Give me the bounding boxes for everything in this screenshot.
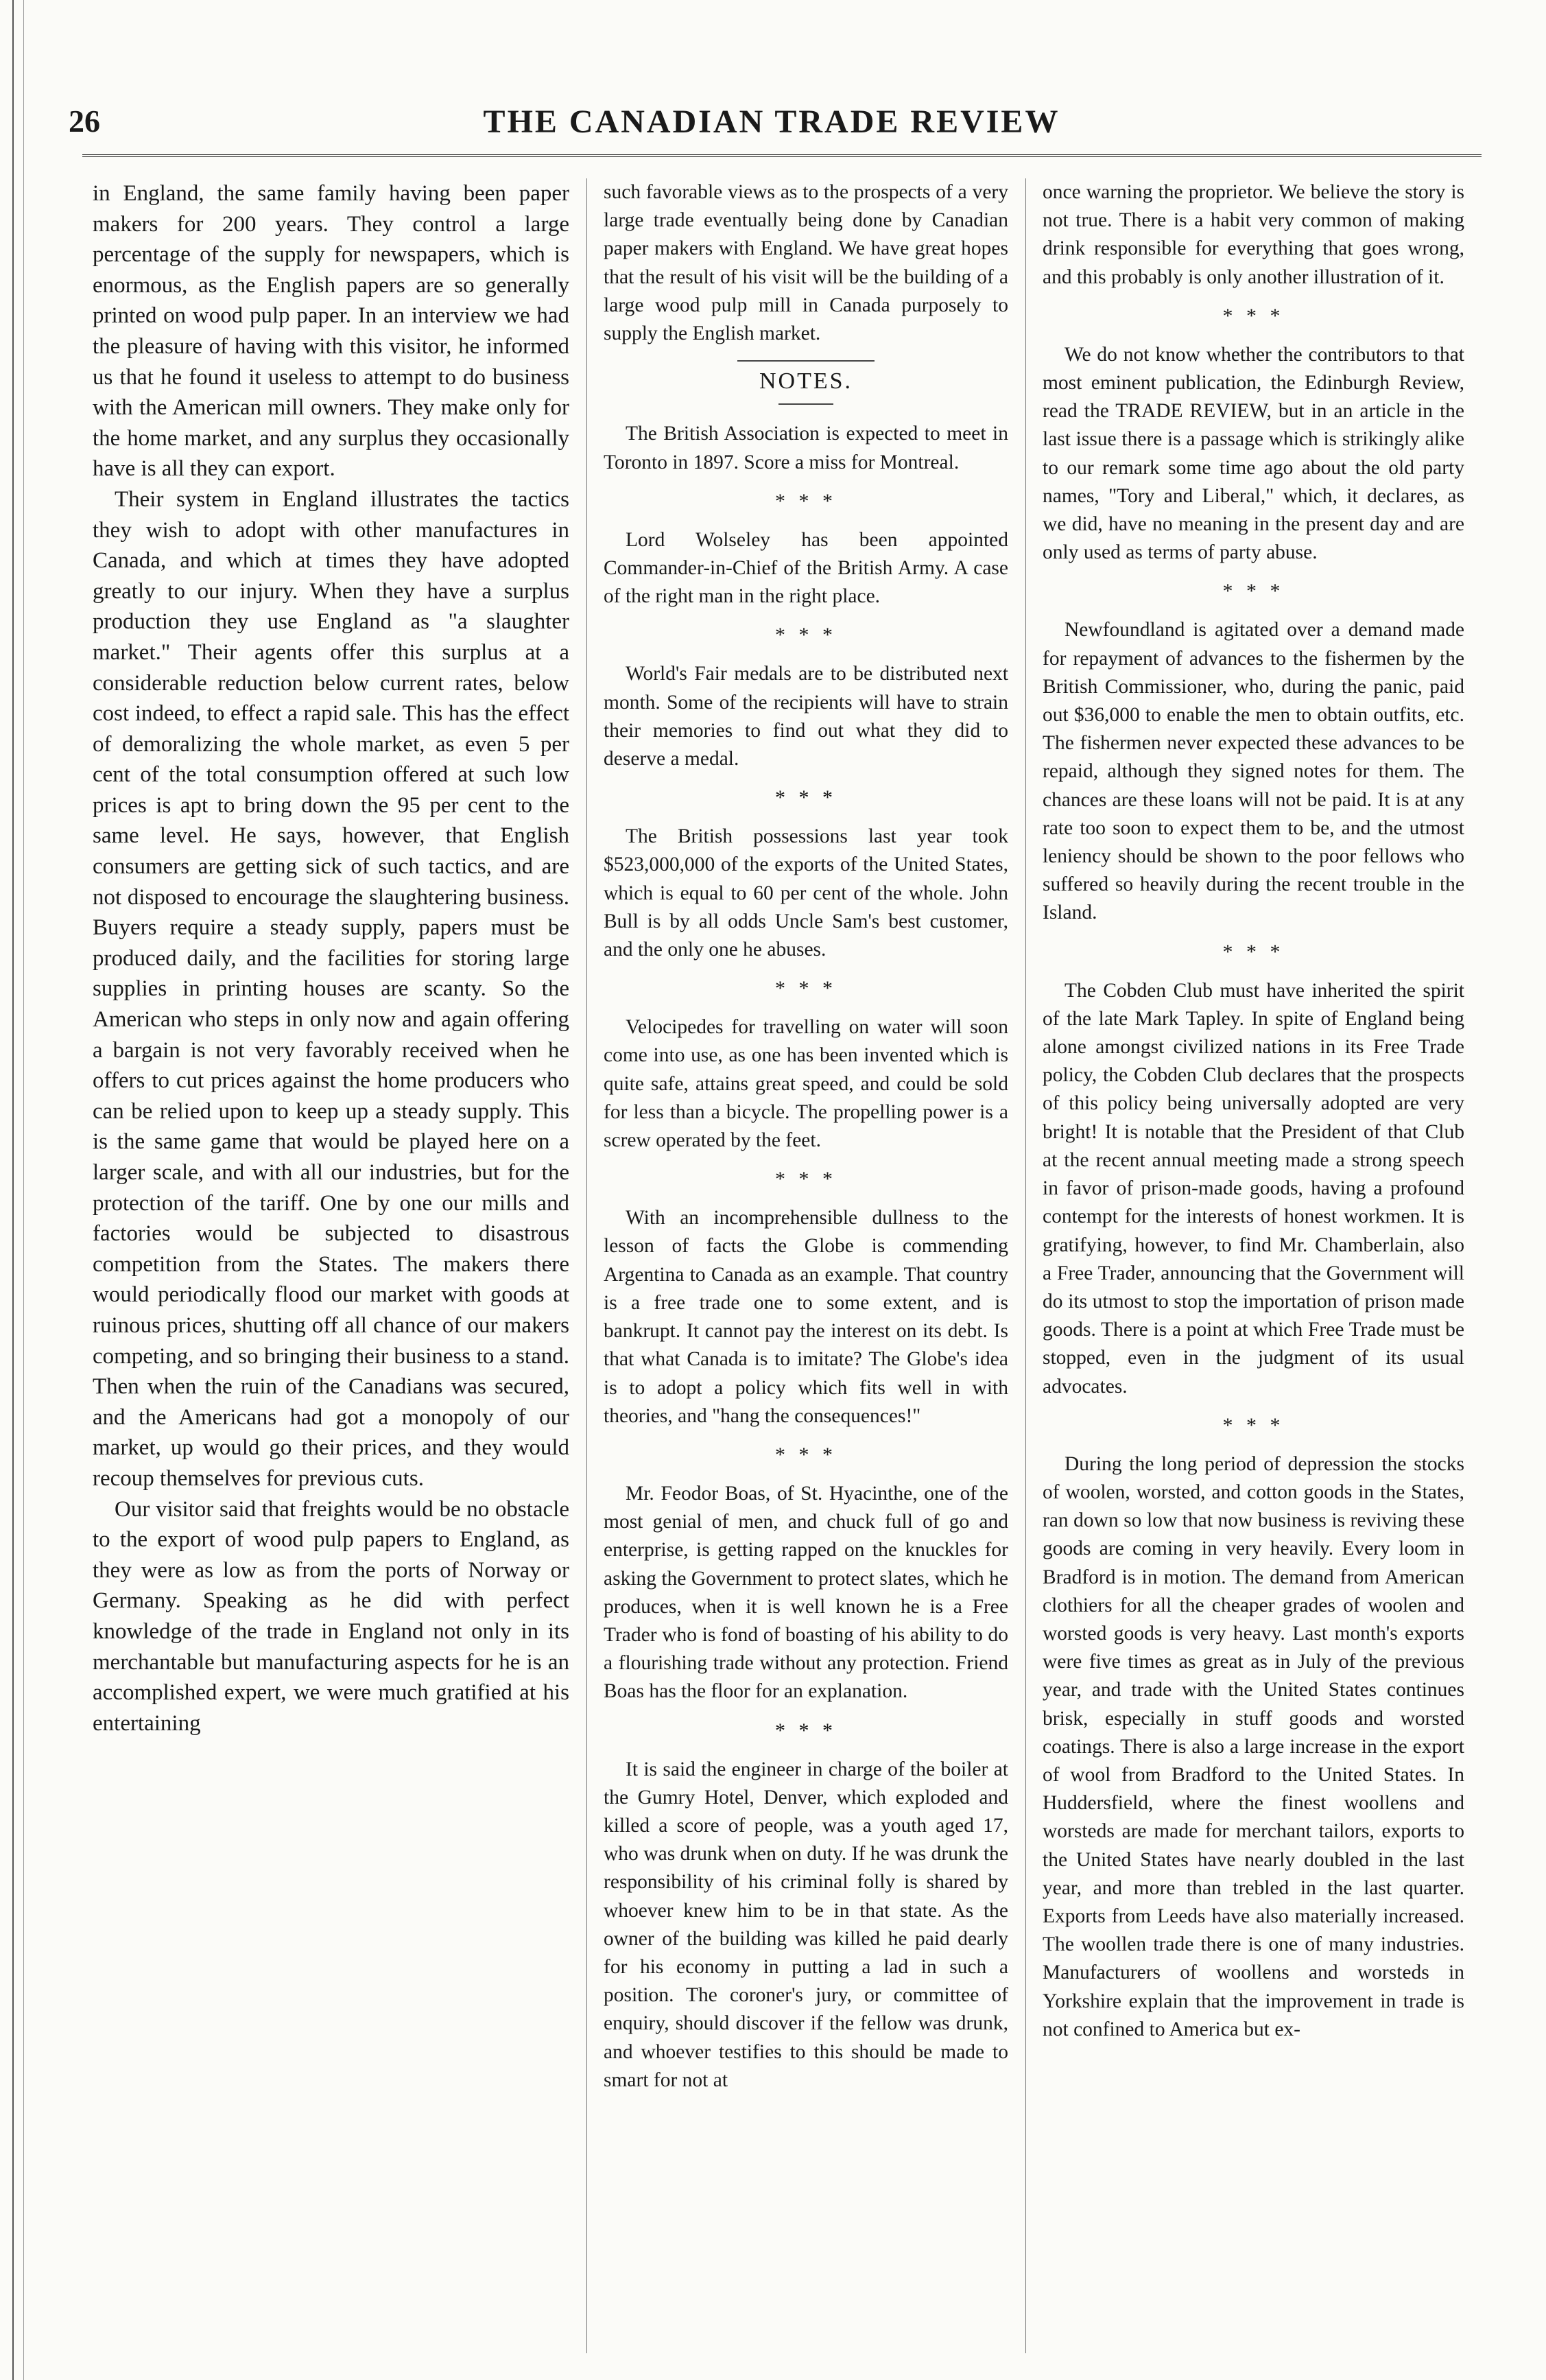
- column-2: [604, 178, 1008, 2353]
- note-paragraph: Velocipedes for travelling on water will soon come into use, as one has been invented which is quite safe, attains great speed, and could be sold for less than a bicycle. The propelling power is a screw operated by the feet.: [604, 1016, 1008, 1152]
- asterism-divider: * * *: [1222, 940, 1285, 963]
- note-paragraph: The British possessions last year took $523,000,000 of the exports of the United States, which is equal to 60 per cent of the whole. John Bull is by all odds Uncle Sam's best customer, and the only one he abuses.: [604, 825, 1008, 961]
- section-rule: [737, 360, 875, 362]
- note-paragraph: We do not know whether the contributors to that most eminent publication, the Edinburgh Review, read the TRADE REVIEW, but in an article in the last issue there is a passage which is strikingly alike to our remark some time ago about the old party names, "Tory and Liberal," which, it declares, as we did, have no meaning in the present day and are only used as terms of party abuse.: [1043, 343, 1464, 564]
- column-divider-1: [586, 178, 587, 2353]
- section-rule-short: [778, 403, 833, 405]
- note-paragraph: During the long period of depression the stocks of woolen, worsted, and cotton goods in the States, ran down so low that now business is reviving these goods are coming in very heavily. Every loom in Bradford is in motion. The demand from American clothiers for all the cheaper grades of woolen and worsted goods is very heavy. Last month's exports were five times as great as in July of the previous year, and trade with the United States continues brisk, especially in stuff goods and worsted coatings. There is also a large increase in the export of wool from Bradford to the United States. In Huddersfield, where the finest woollens and worsteds are made for merchant tailors, exports to the United States have nearly doubled in the last year, and more than trebled in the last quarter. Exports from Leeds have also materially increased. The woollen trade there is one of many industries. Manufacturers of woollens and worsteds in Yorkshire explain that the improvement in trade is not confined to America but ex-: [1043, 1452, 1464, 2040]
- note-paragraph: Mr. Feodor Boas, of St. Hyacinthe, one of the most genial of men, and chuck full of go and enterprise, is getting rapped on the knuckles for asking the Government to protect slates, which he produces, when it is well known he is a Free Trader who is fond of boasting of his ability to do a flourishing trade without any protection. Friend Boas has the floor for an explanation.: [604, 1482, 1008, 1703]
- note-paragraph: once warning the proprietor. We believe the story is not true. There is a habit very common of making drink responsible for everything that goes wrong, and this probably is only another illustration of it.: [1043, 181, 1464, 288]
- asterism-divider: * * *: [775, 1168, 837, 1191]
- asterism-divider: * * *: [775, 1443, 837, 1466]
- asterism-divider: * * *: [775, 977, 837, 1000]
- column-3: [1043, 178, 1464, 2353]
- page-edge-rule-inner: [23, 0, 24, 2380]
- column-divider-2: [1025, 178, 1026, 2353]
- asterism-divider: * * *: [775, 489, 837, 512]
- note-paragraph: The Cobden Club must have inherited the spirit of the late Mark Tapley. In spite of England being alone amongst civilized nations in its Free Trade policy, the Cobden Club declares that the prospects of this policy being universally adopted are very bright! It is notable that the President of that Club at the recent annual meeting made a strong speech in favor of prison-made goods, having a profound contempt for the interests of honest workmen. It is gratifying, however, to find Mr. Chamberlain, also a Free Trader, announcing that the Government will do its utmost to stop the importation of prison made goods. There is a point at which Free Trade must be stopped, even in the judgment of its usual advocates.: [1043, 979, 1464, 1398]
- notes-heading: NOTES.: [759, 368, 853, 394]
- header-rule: [82, 154, 1482, 157]
- article-continuation: such favorable views as to the prospects of a very large trade eventually being done by Canadian paper makers with England. We have great hopes that the result of his visit will be the building of a large wood pulp mill in Canada purposely to supply the English market.: [604, 181, 1008, 345]
- note-paragraph: Lord Wolseley has been appointed Commander-in-Chief of the British Army. A case of the right man in the right place.: [604, 528, 1008, 608]
- article-paragraph: Our visitor said that freights would be no obstacle to the export of wood pulp papers to England, as they were as low as from the ports of Norway or Germany. Speaking as he did with perfect knowledge of the trade in England not only in its merchantable but manufacturing aspects for he is an accomplished expert, we were much gratified at his entertaining: [93, 1496, 569, 1736]
- asterism-divider: * * *: [1222, 1413, 1285, 1437]
- page-number: 26: [69, 104, 100, 139]
- page-header: [69, 103, 1475, 144]
- note-paragraph: With an incomprehensible dullness to the lesson of facts the Globe is commending Argentina to Canada as an example. That country is a free trade one to some extent, and is bankrupt. It cannot pay the interest on its debt. Is that what Canada is to imitate? The Globe's idea is to adopt a policy which fits well in with theories, and "hang the consequences!": [604, 1207, 1008, 1427]
- note-paragraph: The British Association is expected to meet in Toronto in 1897. Score a miss for Montreal.: [604, 423, 1008, 473]
- journal-title: THE CANADIAN TRADE REVIEW: [483, 104, 1060, 140]
- column-1: [93, 178, 569, 2353]
- article-paragraph: Their system in England illustrates the tactics they wish to adopt with other manufactures in Canada, and which at times they have adopted greatly to our injury. When they have a surplus production they use England as "a slaughter market." Their agents offer this surplus at a considerable reduction below current rates, below cost indeed, to effect a rapid sale. This has the effect of demoralizing the whole market, as even 5 per cent of the total consumption offered at such low prices is apt to bring down the 95 per cent to the same level. He says, however, that English consumers are getting sick of such tactics, and are not disposed to encourage the slaughtering business. Buyers require a steady supply, papers must be produced daily, and the facilities for storing large supplies in printing houses are scanty. So the American who steps in only now and again offering a bargain is not very favorably received when he offers to cut prices against the home producers who can be relied upon to keep up a steady supply. This is the same game that would be played here on a larger scale, and with all our industries, but for the protection of the tariff. One by one our mills and factories would be subjected to disastrous competition from the States. The makers there would periodically flood our market with goods at ruinous prices, shutting off all chance of our makers competing, and so bringing their business to a stand. Then when the ruin of the Canadians was secured, and the Americans had got a monopoly of our market, up would go their prices, and they would recoup themselves for previous cuts.: [93, 486, 569, 1491]
- note-paragraph: It is said the engineer in charge of the boiler at the Gumry Hotel, Denver, which exploded and killed a score of people, was a youth aged 17, who was drunk when on duty. If he was drunk the responsibility of his criminal folly is shared by whoever knew him to be in that state. As the owner of the building was killed he paid dearly for his economy in putting a lad in such a position. The coroner's jury, or committee of enquiry, should discover if the fellow was drunk, and whoever testifies to this should be made to smart for not at: [604, 1758, 1008, 2091]
- note-paragraph: Newfoundland is agitated over a demand made for repayment of advances to the fishermen by the British Commissioner, who, during the panic, paid out $36,000 to enable the men to obtain outfits, etc. The fishermen never expected these advances to be repaid, although they signed notes for them. The chances are these loans will not be paid. It is at any rate too soon to expect them to be, and the utmost leniency should be shown to the poor fellows who suffered so heavily during the recent trouble in the Island.: [1043, 619, 1464, 924]
- article-paragraph: in England, the same family having been paper makers for 200 years. They control a large percentage of the supply for newspapers, which is enormous, as the English papers are so generally printed on wood pulp paper. In an interview we had the pleasure of having with this visitor, he informed us that he found it useless to attempt to do business with the American mill owners. They make only for the home market, and any surplus they occasionally have is all they can export.: [93, 181, 569, 482]
- asterism-divider: * * *: [775, 624, 837, 647]
- asterism-divider: * * *: [775, 786, 837, 810]
- note-paragraph: World's Fair medals are to be distributed next month. Some of the recipients will have to strain their memories to find out what they did to deserve a medal.: [604, 663, 1008, 770]
- asterism-divider: * * *: [1222, 580, 1285, 603]
- asterism-divider: * * *: [1222, 304, 1285, 327]
- asterism-divider: * * *: [775, 1719, 837, 1742]
- page-edge-rule: [12, 0, 14, 2380]
